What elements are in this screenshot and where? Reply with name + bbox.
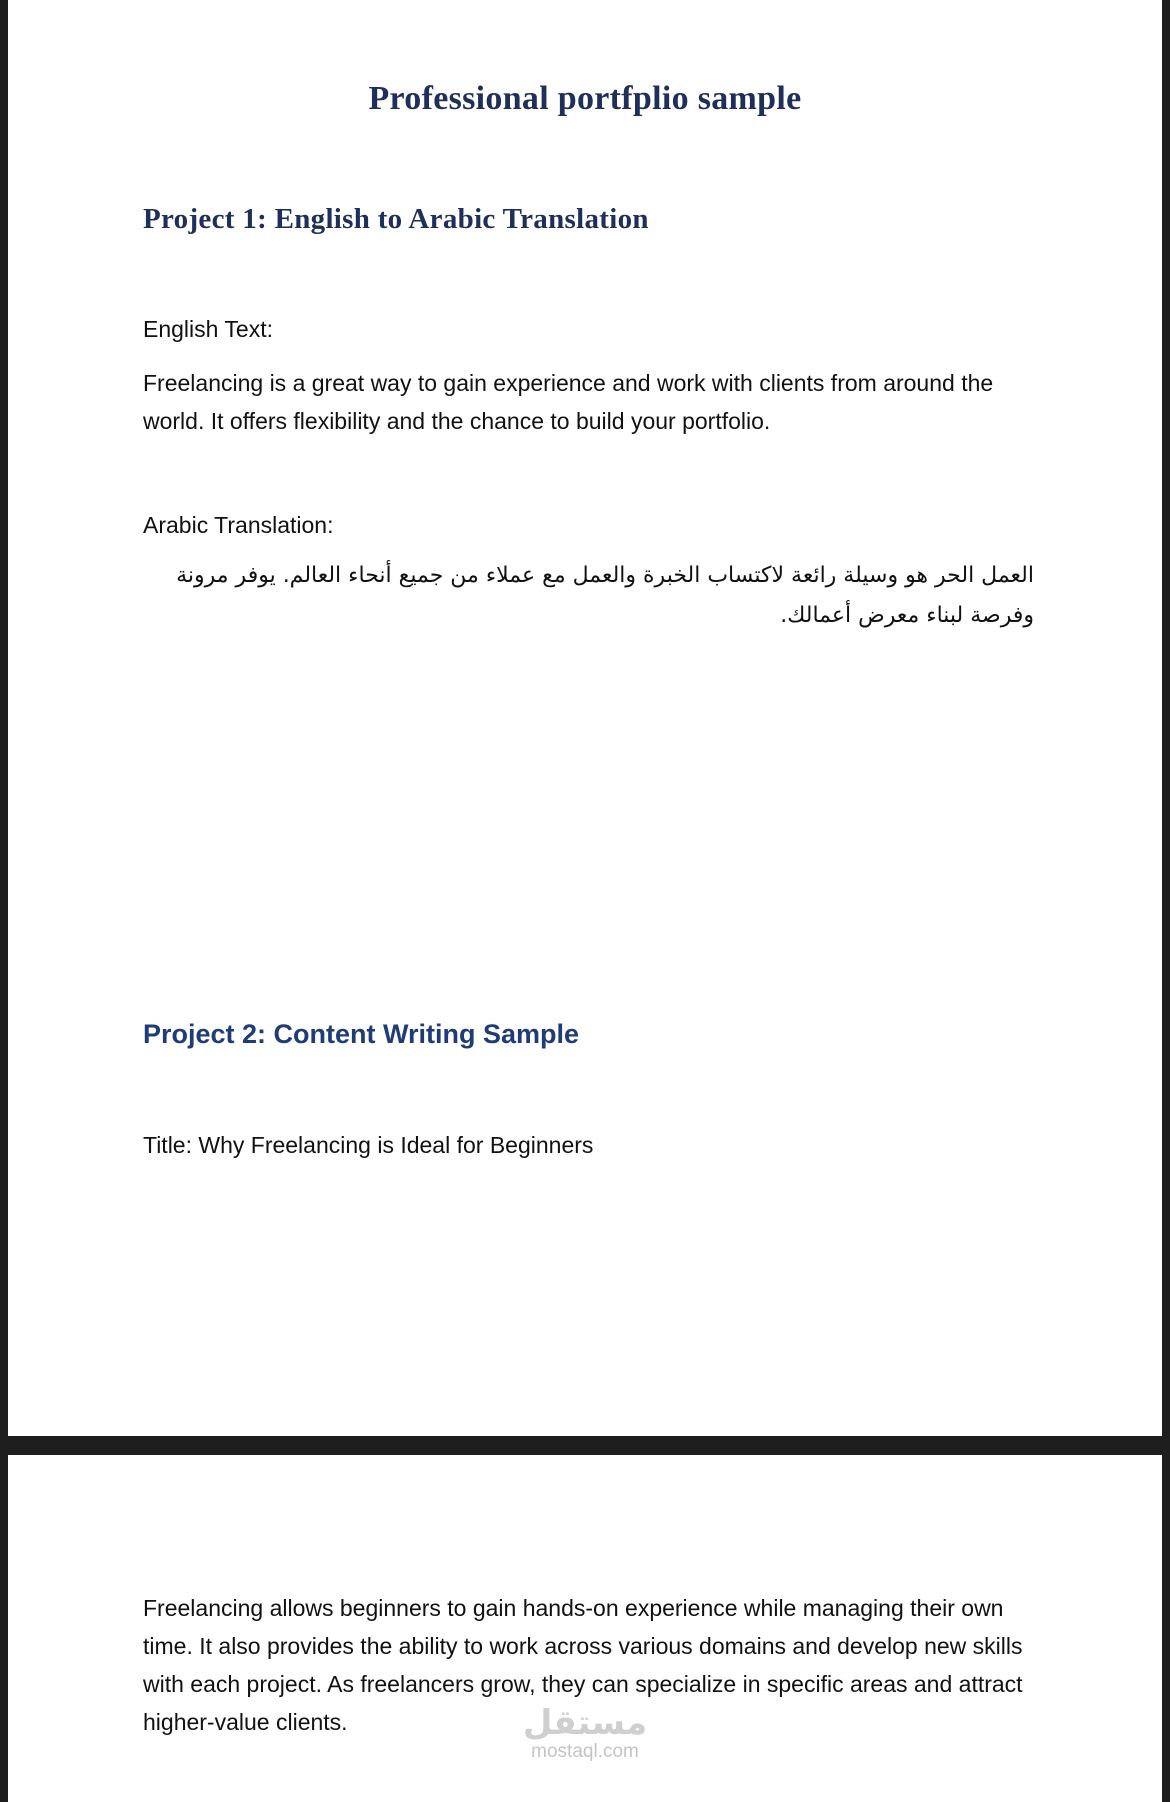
document-title: Professional portfplio sample (368, 80, 802, 117)
document-page-1 (8, 0, 1162, 1436)
project2-heading: Project 2: Content Writing Sample (143, 1019, 580, 1049)
arabic-translation-paragraph: العمل الحر هو وسيلة رائعة لاكتساب الخبرة والعمل مع عملاء من جميع أنحاء العالم. يوفر مرونة وفرصة لبناء معرض أعمالك. (176, 563, 1034, 628)
arabic-translation-label: Arabic Translation: (143, 512, 334, 538)
mostaql-watermark (510, 1705, 660, 1763)
project2-body-paragraph: Freelancing allows beginners to gain hands-on experience while managing their own time. It also provides the ability to work across various domains and develop new skills with each project. As freelancers grow, they can specialize in specific areas and attract higher-value clients. (143, 1595, 1023, 1735)
project1-heading: Project 1: English to Arabic Translation (143, 203, 649, 235)
mostaql-url: mostaql.com (531, 1741, 639, 1762)
english-text-label: English Text: (143, 316, 273, 342)
english-text-paragraph: Freelancing is a great way to gain experience and work with clients from around the world. It offers flexibility and the chance to build your portfolio. (143, 370, 994, 434)
mostaql-logo-icon: مستقل (522, 1703, 648, 1743)
project2-title-line: Title: Why Freelancing is Ideal for Beginners (143, 1132, 594, 1158)
